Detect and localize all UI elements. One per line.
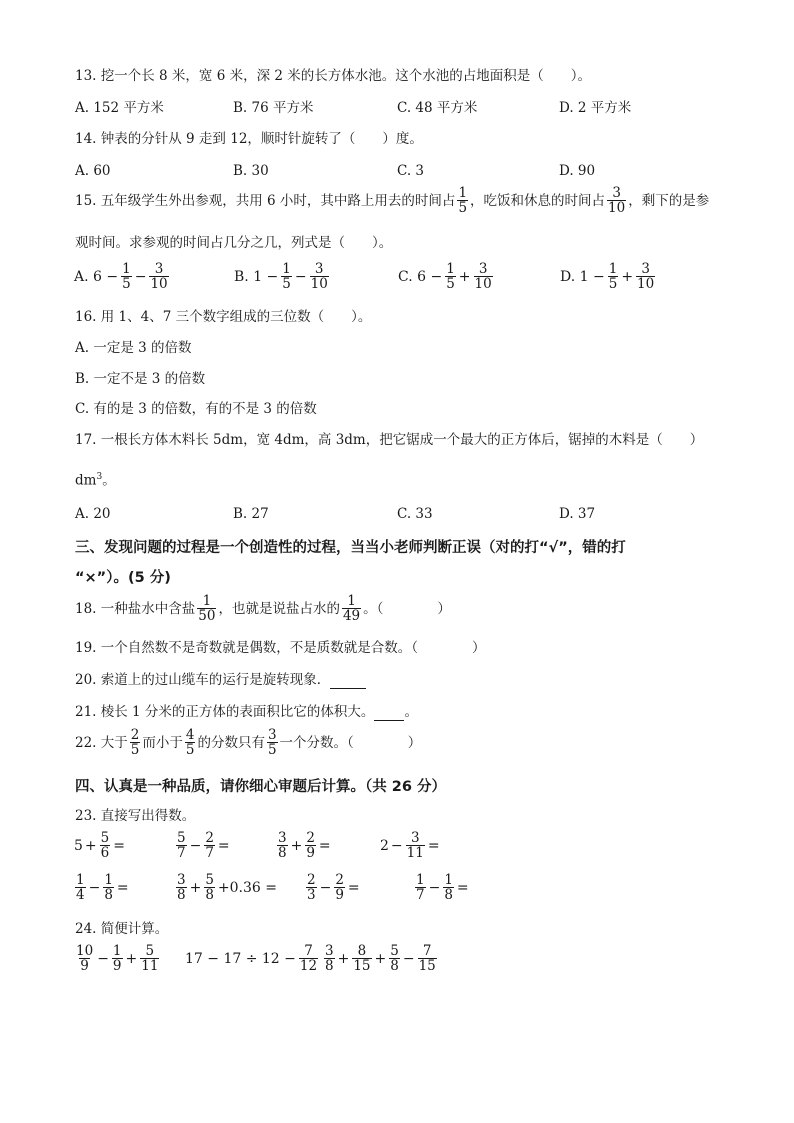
denominator: 9 <box>112 958 122 974</box>
operator: − <box>189 837 202 854</box>
numerator: 1 <box>76 872 85 888</box>
fraction <box>443 873 454 902</box>
calc-item <box>73 831 126 860</box>
calc-item <box>73 873 130 902</box>
numerator: 8 <box>357 943 367 959</box>
q15-stem-line2: 观时间。求参观的时间占几分之几，列式是（ ）。 <box>75 235 393 251</box>
fraction <box>299 944 318 973</box>
q15-option-d <box>559 262 657 291</box>
equals: = <box>347 879 360 896</box>
denominator: 5 <box>122 276 131 292</box>
q21-end: 。 <box>404 704 418 720</box>
denominator: 5 <box>608 276 618 292</box>
q13-stem: 13. 挖一个长 8 米，宽 6 米，深 2 米的长方体水池。这个水池的占地面积是（ ）。 <box>75 68 592 84</box>
denominator: 8 <box>278 845 287 861</box>
q23-stem: 23. 直接写出得数。 <box>75 808 196 824</box>
fraction <box>445 262 456 291</box>
calc-item <box>184 944 320 973</box>
q19: 19. 一个自然数不是奇数就是偶数，不是质数就是合数。（ ） <box>75 640 486 656</box>
denominator: 9 <box>335 887 344 903</box>
numerator: 2 <box>130 727 140 743</box>
fraction <box>112 944 123 973</box>
fraction <box>204 831 215 860</box>
whole: 2 <box>380 837 389 854</box>
fraction <box>130 728 141 757</box>
fraction <box>474 262 493 291</box>
denominator: 9 <box>80 958 89 974</box>
q20 <box>75 671 366 689</box>
q13-option-c: C. 48 平方米 <box>397 100 478 116</box>
numerator: 3 <box>478 261 488 277</box>
q14-option-c: C. 3 <box>397 163 425 179</box>
fraction <box>281 262 292 291</box>
denominator: 5 <box>446 276 455 292</box>
numerator: 4 <box>185 727 195 743</box>
denominator: 5 <box>282 276 291 292</box>
operator: + <box>458 268 471 285</box>
q14-stem: 14. 钟表的分针从 9 走到 12，顺时针旋转了（ ）度。 <box>75 131 423 147</box>
numerator: 1 <box>446 261 455 277</box>
fraction <box>342 594 361 623</box>
q14-option-d: D. 90 <box>559 163 596 179</box>
fraction <box>100 831 111 860</box>
denominator: 5 <box>458 200 468 216</box>
answer-blank[interactable] <box>330 674 366 689</box>
q18-text-2: ，也就是说盐占水的 <box>218 600 340 617</box>
numerator: 3 <box>641 261 650 277</box>
denominator: 4 <box>76 887 85 903</box>
numerator: 1 <box>608 261 618 277</box>
denominator: 8 <box>205 887 214 903</box>
denominator: 7 <box>416 887 425 903</box>
q16-stem: 16. 用 1、4、7 三个数字组成的三位数（ ）。 <box>75 309 372 325</box>
fraction <box>389 944 400 973</box>
calc-item <box>379 831 441 860</box>
tail: +0.36 = <box>217 879 278 896</box>
fraction <box>197 594 216 623</box>
option-label: A. 6 − <box>74 268 119 285</box>
q14-option-b: B. 30 <box>233 163 269 179</box>
denominator: 6 <box>100 845 110 861</box>
numerator: 2 <box>306 830 315 846</box>
operator: + <box>374 950 387 967</box>
numerator: 1 <box>202 593 212 609</box>
fraction <box>310 262 329 291</box>
whole: 5 <box>74 837 83 854</box>
q15-option-b <box>233 262 331 291</box>
numerator: 1 <box>104 872 113 888</box>
operator: + <box>290 837 303 854</box>
prefix: 17 − 17 ÷ 12 − <box>185 950 296 967</box>
numerator: 1 <box>112 943 122 959</box>
numerator: 3 <box>267 727 277 743</box>
denominator: 49 <box>342 608 361 624</box>
q18 <box>75 594 451 623</box>
calc-item <box>174 873 278 902</box>
fraction <box>334 873 345 902</box>
denominator: 50 <box>198 608 216 624</box>
fraction <box>149 262 168 291</box>
q15-option-c <box>397 262 495 291</box>
denominator: 15 <box>353 958 371 974</box>
numerator: 3 <box>314 261 324 277</box>
numerator: 7 <box>422 943 432 959</box>
fraction <box>636 262 655 291</box>
q15-text-1: 15. 五年级学生外出参观，共用 6 小时，其中路上用去的时间占 <box>75 192 456 209</box>
q17-unit-exponent: 3 <box>96 472 103 482</box>
numerator: 2 <box>335 872 344 888</box>
option-label: C. 6 − <box>398 268 443 285</box>
denominator: 7 <box>177 845 186 861</box>
numerator: 5 <box>177 830 186 846</box>
operator: + <box>189 879 202 896</box>
numerator: 5 <box>205 872 214 888</box>
fraction <box>176 873 187 902</box>
numerator: 5 <box>390 943 399 959</box>
q16-option-b: B. 一定不是 3 的倍数 <box>75 371 206 387</box>
operator: − <box>88 879 101 896</box>
q17-option-b: B. 27 <box>233 506 269 522</box>
fraction <box>324 944 335 973</box>
equals: = <box>217 837 230 854</box>
section3-heading-line2: “×”）。(5 分) <box>75 570 171 586</box>
q17-unit-line <box>75 468 116 490</box>
numerator: 1 <box>416 872 425 888</box>
operator: − <box>428 879 441 896</box>
calc-item <box>73 944 161 973</box>
fraction <box>140 944 159 973</box>
numerator: 5 <box>145 943 155 959</box>
denominator: 8 <box>325 958 334 974</box>
equals: = <box>113 837 125 854</box>
answer-blank[interactable] <box>374 706 404 721</box>
calc-item <box>174 831 231 860</box>
equals: = <box>456 879 469 896</box>
denominator: 3 <box>307 887 316 903</box>
option-label: D. 1 − <box>560 268 605 285</box>
numerator: 3 <box>410 830 420 846</box>
q24-stem: 24. 简便计算。 <box>75 921 169 937</box>
q22-text-2: 而小于 <box>142 734 183 751</box>
q13-option-b: B. 76 平方米 <box>233 100 314 116</box>
denominator: 10 <box>637 276 655 292</box>
denominator: 8 <box>177 887 186 903</box>
q17-stem: 17. 一根长方体木料长 5dm，宽 4dm，高 3dm，把它锯成一个最大的正方体后，锯掉的木料是（ ） <box>75 432 704 448</box>
fraction <box>103 873 114 902</box>
q21 <box>75 703 418 721</box>
fraction <box>121 262 132 291</box>
denominator: 10 <box>310 276 328 292</box>
numerator: 7 <box>304 943 313 959</box>
denominator: 10 <box>474 276 492 292</box>
denominator: 8 <box>390 958 399 974</box>
q18-text-3: 。（ ） <box>363 600 451 617</box>
fraction <box>75 944 94 973</box>
q20-text: 20. 索道上的过山缆车的运行是旋转现象． <box>75 672 331 688</box>
calc-item <box>275 831 332 860</box>
section4-heading: 四、认真是一种品质，请你细心审题后计算。（共 26 分） <box>75 779 447 795</box>
denominator: 5 <box>267 742 277 758</box>
operator: + <box>621 268 634 285</box>
calc-item <box>304 873 361 902</box>
operator: − <box>319 879 332 896</box>
q17-unit: dm <box>75 472 97 489</box>
fraction <box>204 873 215 902</box>
q15-option-a <box>73 262 171 291</box>
operator: − <box>402 950 415 967</box>
fraction <box>406 831 425 860</box>
section3-heading-line1: 三、发现问题的过程是一个创造性的过程，当当小老师判断正误（对的打“√”，错的打 <box>75 540 626 556</box>
operator: − <box>134 268 147 285</box>
q15-text-2: ，吃饭和休息的时间占 <box>470 192 606 209</box>
numerator: 2 <box>205 830 214 846</box>
numerator: 3 <box>177 872 186 888</box>
denominator: 5 <box>185 742 195 758</box>
denominator: 7 <box>205 845 214 861</box>
denominator: 10 <box>150 276 168 292</box>
q17-option-c: C. 33 <box>397 506 433 522</box>
fraction <box>306 873 317 902</box>
fraction <box>267 728 278 757</box>
q15-text-3: ，剩下的是参 <box>628 192 710 209</box>
q14-option-a: A. 60 <box>75 163 111 179</box>
q22-text-1: 22. 大于 <box>75 734 128 751</box>
denominator: 8 <box>444 887 453 903</box>
q22 <box>75 728 421 757</box>
denominator: 11 <box>141 958 159 974</box>
fraction <box>75 873 86 902</box>
denominator: 9 <box>306 845 315 861</box>
fraction <box>418 944 437 973</box>
q13-option-a: A. 152 平方米 <box>75 100 164 116</box>
operator: − <box>390 837 403 854</box>
denominator: 5 <box>130 742 140 758</box>
numerator: 2 <box>307 872 316 888</box>
option-label: B. 1 − <box>234 268 279 285</box>
denominator: 11 <box>406 845 424 861</box>
fraction <box>305 831 316 860</box>
operator: − <box>294 268 307 285</box>
fraction <box>176 831 187 860</box>
equals: = <box>427 837 440 854</box>
q22-text-4: 一个分数。（ ） <box>279 734 422 751</box>
q15-fraction-1 <box>457 186 468 215</box>
fraction <box>277 831 288 860</box>
numerator: 5 <box>100 830 110 846</box>
equals: = <box>318 837 331 854</box>
q16-option-c: C. 有的是 3 的倍数，有的不是 3 的倍数 <box>75 401 317 417</box>
q15-stem-line1 <box>75 186 709 215</box>
denominator: 12 <box>299 958 318 974</box>
fraction <box>352 944 371 973</box>
q21-text: 21. 棱长 1 分米的正方体的表面积比它的体积大。 <box>75 704 375 720</box>
numerator: 3 <box>278 830 287 846</box>
q13-option-d: D. 2 平方米 <box>559 100 632 116</box>
numerator: 1 <box>458 185 468 201</box>
denominator: 15 <box>418 958 436 974</box>
operator: + <box>337 950 350 967</box>
q16-option-a: A. 一定是 3 的倍数 <box>75 340 192 356</box>
calc-item <box>413 873 470 902</box>
denominator: 8 <box>104 887 113 903</box>
q18-text-1: 18. 一种盐水中含盐 <box>75 600 196 617</box>
q17-unit-end: 。 <box>102 472 116 489</box>
denominator: 10 <box>608 200 626 216</box>
calc-item <box>322 944 439 973</box>
fraction <box>415 873 426 902</box>
numerator: 3 <box>612 185 621 201</box>
q17-option-a: A. 20 <box>75 506 111 522</box>
equals: = <box>116 879 129 896</box>
operator: + <box>84 837 97 854</box>
numerator: 1 <box>444 872 453 888</box>
numerator: 1 <box>347 593 356 609</box>
operator: + <box>125 950 138 967</box>
operator: − <box>97 950 109 967</box>
fraction <box>608 262 619 291</box>
numerator: 3 <box>154 261 164 277</box>
q17-option-d: D. 37 <box>559 506 596 522</box>
numerator: 1 <box>122 261 131 277</box>
q15-fraction-2 <box>607 186 626 215</box>
numerator: 3 <box>325 943 334 959</box>
fraction <box>185 728 196 757</box>
q22-text-3: 的分数只有 <box>197 734 265 751</box>
numerator: 10 <box>76 943 94 959</box>
numerator: 1 <box>282 261 291 277</box>
